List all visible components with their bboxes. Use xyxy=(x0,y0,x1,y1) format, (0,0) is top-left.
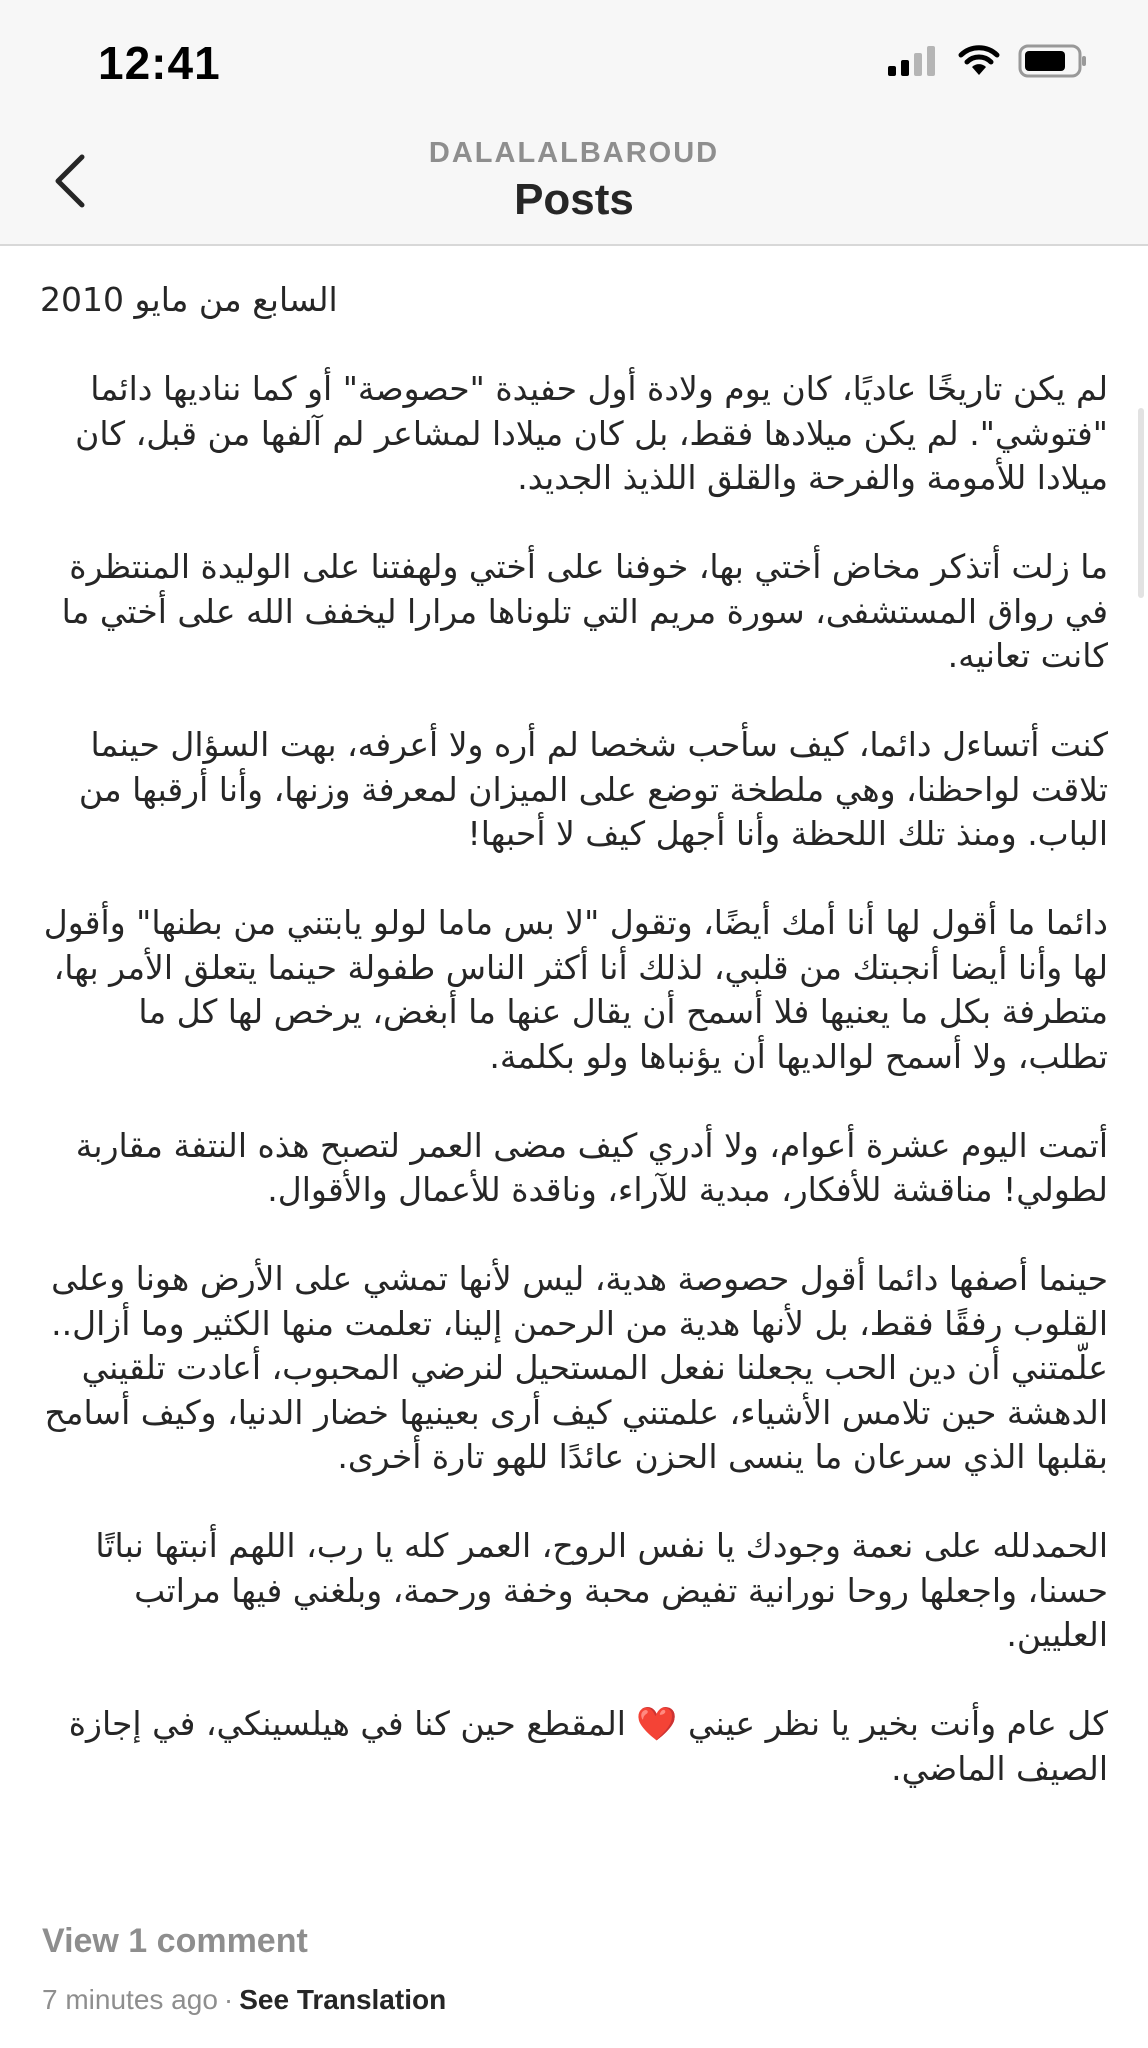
caption-date: السابع من مايو 2010 xyxy=(40,280,338,319)
wifi-icon xyxy=(958,45,1000,82)
caption-paragraph: ما زلت أتذكر مخاض أختي بها، خوفنا على أختي ولهفتنا على الوليدة المنتظرة في رواق المستشفى، سورة مريم التي تلوناها مرارا ليخفف الله على أختي ما كانت تعانيه. xyxy=(61,547,1108,675)
caption-paragraph: أتمت اليوم عشرة أعوام، ولا أدري كيف مضى العمر لتصبح هذه النتفة مقاربة لطولي! مناقشة للأفكار، مبدية للآراء، وناقدة للأعمال والأقوال. xyxy=(75,1125,1108,1209)
caption-paragraph: الحمدلله على نعمة وجودك يا نفس الروح، العمر كله يا رب، اللهم أنبتها نباتًا حسنا، واجعلها روحا نورانية تفيض محبة وخفة ورحمة، وبلغني فيها مراتب العليين. xyxy=(95,1526,1108,1654)
see-translation-button[interactable]: See Translation xyxy=(239,1984,447,2015)
caption-paragraph: كل عام وأنت بخير يا نظر عيني ❤️ المقطع حين كنا في هيلسينكي، في إجازة الصيف الماضي. xyxy=(68,1704,1108,1788)
nav-title-group xyxy=(0,134,1148,228)
cellular-signal-icon xyxy=(888,46,940,81)
caption-paragraph: كنت أتساءل دائما، كيف سأحب شخصا لم أره ولا أعرفه، بهت السؤال حينما تلاقت لواحظنا، وهي ملطخة توضع على الميزان لمعرفة وزنها، وأنا أرقبها من الباب. ومنذ تلك اللحظة وأنا أجهل كيف لا أحبها! xyxy=(78,725,1108,853)
post-caption xyxy=(40,278,1108,1791)
scroll-indicator[interactable] xyxy=(1138,408,1144,598)
post-meta xyxy=(42,1984,446,2016)
status-bar xyxy=(0,0,1148,118)
status-time: 12:41 xyxy=(98,37,221,89)
caption-paragraph: حينما أصفها دائما أقول حصوصة هدية، ليس لأنها تمشي على الأرض هونا وعلى القلوب رفقًا فقط، بل لأنها هدية من الرحمن إلينا، تعلمت منها الكثير وما أزال.. علّمتني أن دين الحب يجعلنا نفعل المستحيل لنرضي المحبوب، أعادت تلقيني الدهشة حين تلامس الأشياء، علمتني كيف أرى بعينيها خضار الدنيا، وكيف أسامح بقلبها الذي سرعان ما ينسى الحزن عائدًا للهو تارة أخرى. xyxy=(44,1259,1108,1476)
page-title: Posts xyxy=(514,175,634,224)
battery-icon xyxy=(1018,44,1088,83)
post-time-ago: 7 minutes ago xyxy=(42,1984,218,2015)
profile-username[interactable]: DALALALBAROUD xyxy=(428,137,720,169)
caption-paragraph: دائما ما أقول لها أنا أمك أيضًا، وتقول "لا بس ماما لولو يابتني من بطنها" وأقول لها وأنا أيضا أنجبتك من قلبي، لذلك أنا أكثر الناس طفولة حينما يتعلق الأمر بها، متطرفة بكل ما يعنيها فلا أسمح أن يقال عنها ما أبغض، يرخص لها كل ما تطلب، ولا أسمح لوالديها أن يؤنباها ولو بكلمة. xyxy=(43,903,1108,1076)
nav-header xyxy=(0,118,1148,246)
meta-separator: · xyxy=(223,1984,234,2015)
status-icons xyxy=(888,44,1088,82)
caption-paragraph: لم يكن تاريخًا عاديًا، كان يوم ولادة أول حفيدة "حصوصة" أو كما نناديها دائما "فتوشي". لم يكن ميلادها فقط، بل كان ميلادا لمشاعر لم آلفها من قبل، كان ميلادا للأمومة والفرحة والقلق اللذيذ الجديد. xyxy=(75,369,1108,497)
view-comments-link[interactable]: View 1 comment xyxy=(42,1922,308,1960)
